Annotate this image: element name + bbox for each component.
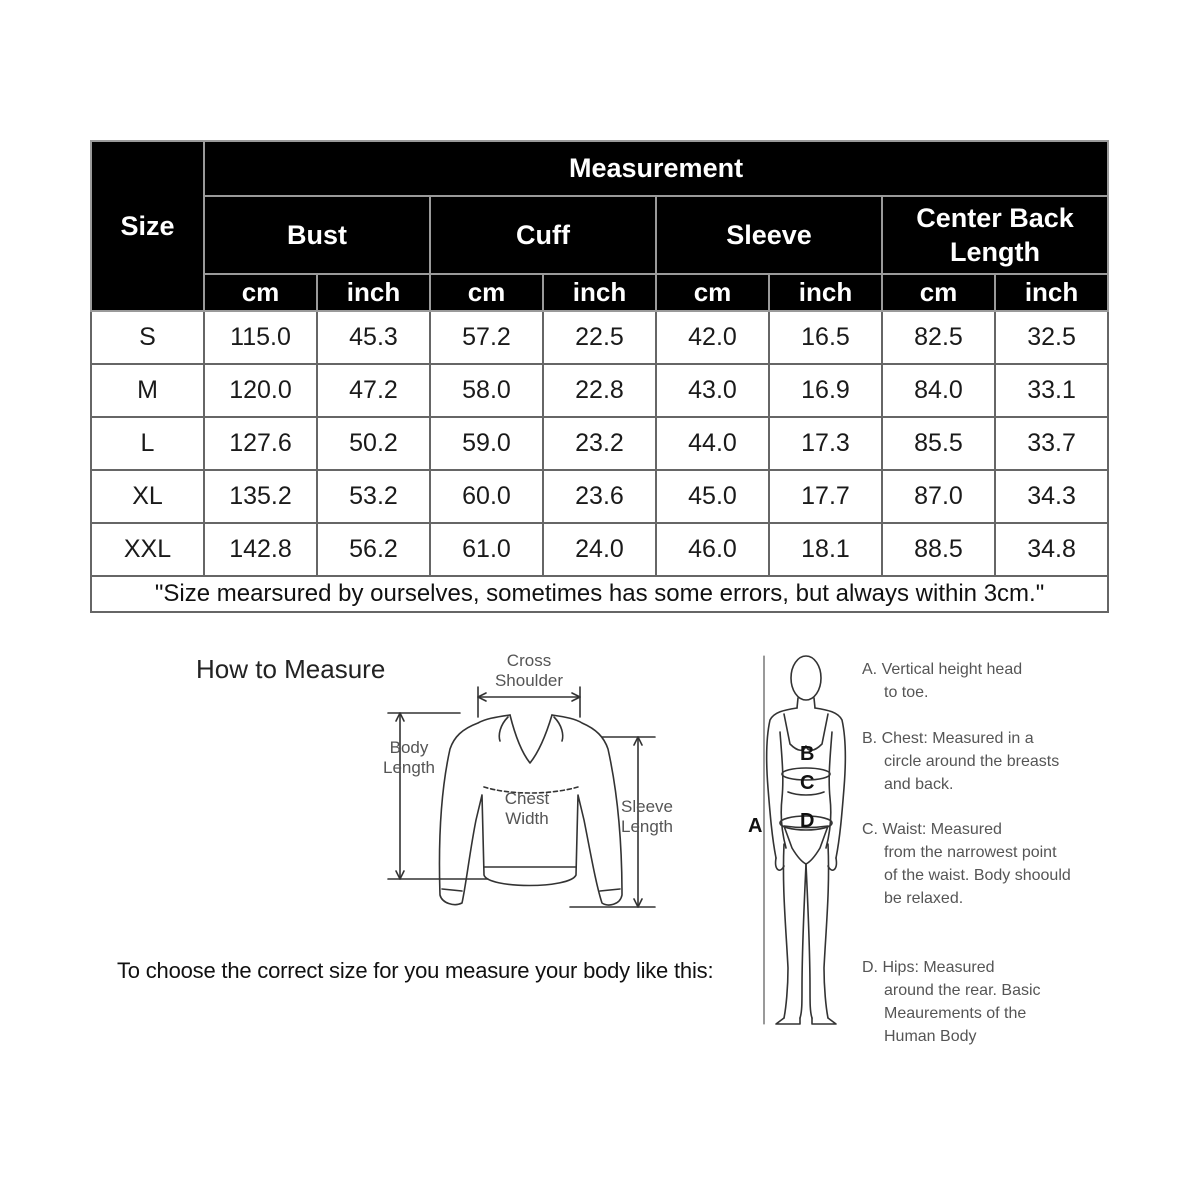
legend-b-first: B. Chest: Measured in a xyxy=(862,730,1034,747)
legend-item-b xyxy=(862,727,1072,796)
value-cell: 17.7 xyxy=(769,470,882,523)
value-cell: 53.2 xyxy=(317,470,430,523)
value-cell: 33.7 xyxy=(995,417,1108,470)
group-header-sleeve: Sleeve xyxy=(656,196,882,274)
cross-shoulder-label: Cross Shoulder xyxy=(494,651,564,690)
unit-header: inch xyxy=(769,274,882,311)
value-cell: 16.9 xyxy=(769,364,882,417)
marker-d: D xyxy=(800,810,815,832)
value-cell: 50.2 xyxy=(317,417,430,470)
unit-header: cm xyxy=(204,274,317,311)
size-cell: M xyxy=(91,364,204,417)
group-header-center-back-length: Center Back Length xyxy=(882,196,1108,274)
legend-c-first: C. Waist: Measured xyxy=(862,821,1002,838)
value-cell: 23.2 xyxy=(543,417,656,470)
size-cell: XXL xyxy=(91,523,204,576)
size-cell: L xyxy=(91,417,204,470)
value-cell: 34.8 xyxy=(995,523,1108,576)
instruction-text: To choose the correct size for you measure your body like this: xyxy=(117,958,714,983)
group-header-bust: Bust xyxy=(204,196,430,274)
table-row xyxy=(91,523,1108,576)
unit-header: cm xyxy=(882,274,995,311)
value-cell: 44.0 xyxy=(656,417,769,470)
value-cell: 34.3 xyxy=(995,470,1108,523)
table-row xyxy=(91,417,1108,470)
value-cell: 33.1 xyxy=(995,364,1108,417)
value-cell: 59.0 xyxy=(430,417,543,470)
size-cell: XL xyxy=(91,470,204,523)
value-cell: 84.0 xyxy=(882,364,995,417)
value-cell: 47.2 xyxy=(317,364,430,417)
marker-c: C xyxy=(800,772,815,794)
group-header-cuff: Cuff xyxy=(430,196,656,274)
size-cell: S xyxy=(91,311,204,364)
measurement-header: Measurement xyxy=(204,141,1108,196)
legend-item-c xyxy=(862,818,1072,910)
unit-header: inch xyxy=(995,274,1108,311)
marker-a: A xyxy=(748,815,763,837)
value-cell: 85.5 xyxy=(882,417,995,470)
value-cell: 46.0 xyxy=(656,523,769,576)
table-note: "Size mearsured by ourselves, sometimes has some errors, but always within 3cm." xyxy=(91,576,1108,612)
size-header: Size xyxy=(91,141,204,311)
table-row xyxy=(91,311,1108,364)
value-cell: 43.0 xyxy=(656,364,769,417)
marker-b: B xyxy=(800,743,815,765)
value-cell: 82.5 xyxy=(882,311,995,364)
table-row xyxy=(91,470,1108,523)
value-cell: 45.0 xyxy=(656,470,769,523)
value-cell: 127.6 xyxy=(204,417,317,470)
value-cell: 32.5 xyxy=(995,311,1108,364)
how-to-measure-title: How to Measure xyxy=(196,654,386,684)
value-cell: 115.0 xyxy=(204,311,317,364)
legend-item-d xyxy=(862,956,1072,1048)
value-cell: 17.3 xyxy=(769,417,882,470)
value-cell: 18.1 xyxy=(769,523,882,576)
value-cell: 120.0 xyxy=(204,364,317,417)
value-cell: 23.6 xyxy=(543,470,656,523)
unit-header: cm xyxy=(430,274,543,311)
value-cell: 135.2 xyxy=(204,470,317,523)
body-length-label: Body Length xyxy=(383,738,435,777)
legend-d-rest: around the rear. Basic Meaurements of the Human Body xyxy=(884,982,1041,1045)
value-cell: 24.0 xyxy=(543,523,656,576)
table-row xyxy=(91,364,1108,417)
value-cell: 42.0 xyxy=(656,311,769,364)
value-cell: 56.2 xyxy=(317,523,430,576)
legend-b-rest: circle around the breasts and back. xyxy=(884,753,1060,793)
legend-item-a xyxy=(862,658,1072,704)
sleeve-length-label: Sleeve Length xyxy=(621,797,673,836)
chest-width-label: Chest Width xyxy=(504,789,550,828)
value-cell: 142.8 xyxy=(204,523,317,576)
unit-header: inch xyxy=(317,274,430,311)
legend-c-rest: from the narrowest point of the waist. Body shoould be relaxed. xyxy=(884,844,1071,907)
value-cell: 22.5 xyxy=(543,311,656,364)
value-cell: 60.0 xyxy=(430,470,543,523)
unit-header: cm xyxy=(656,274,769,311)
body-figure-diagram xyxy=(740,648,850,1033)
legend-d-first: D. Hips: Measured xyxy=(862,959,995,976)
value-cell: 16.5 xyxy=(769,311,882,364)
value-cell: 45.3 xyxy=(317,311,430,364)
size-chart-table xyxy=(90,140,1109,613)
value-cell: 61.0 xyxy=(430,523,543,576)
legend-a-first: A. Vertical height head xyxy=(862,661,1023,678)
unit-header: inch xyxy=(543,274,656,311)
legend-a-rest: to toe. xyxy=(884,684,929,701)
value-cell: 58.0 xyxy=(430,364,543,417)
value-cell: 88.5 xyxy=(882,523,995,576)
value-cell: 57.2 xyxy=(430,311,543,364)
value-cell: 22.8 xyxy=(543,364,656,417)
value-cell: 87.0 xyxy=(882,470,995,523)
